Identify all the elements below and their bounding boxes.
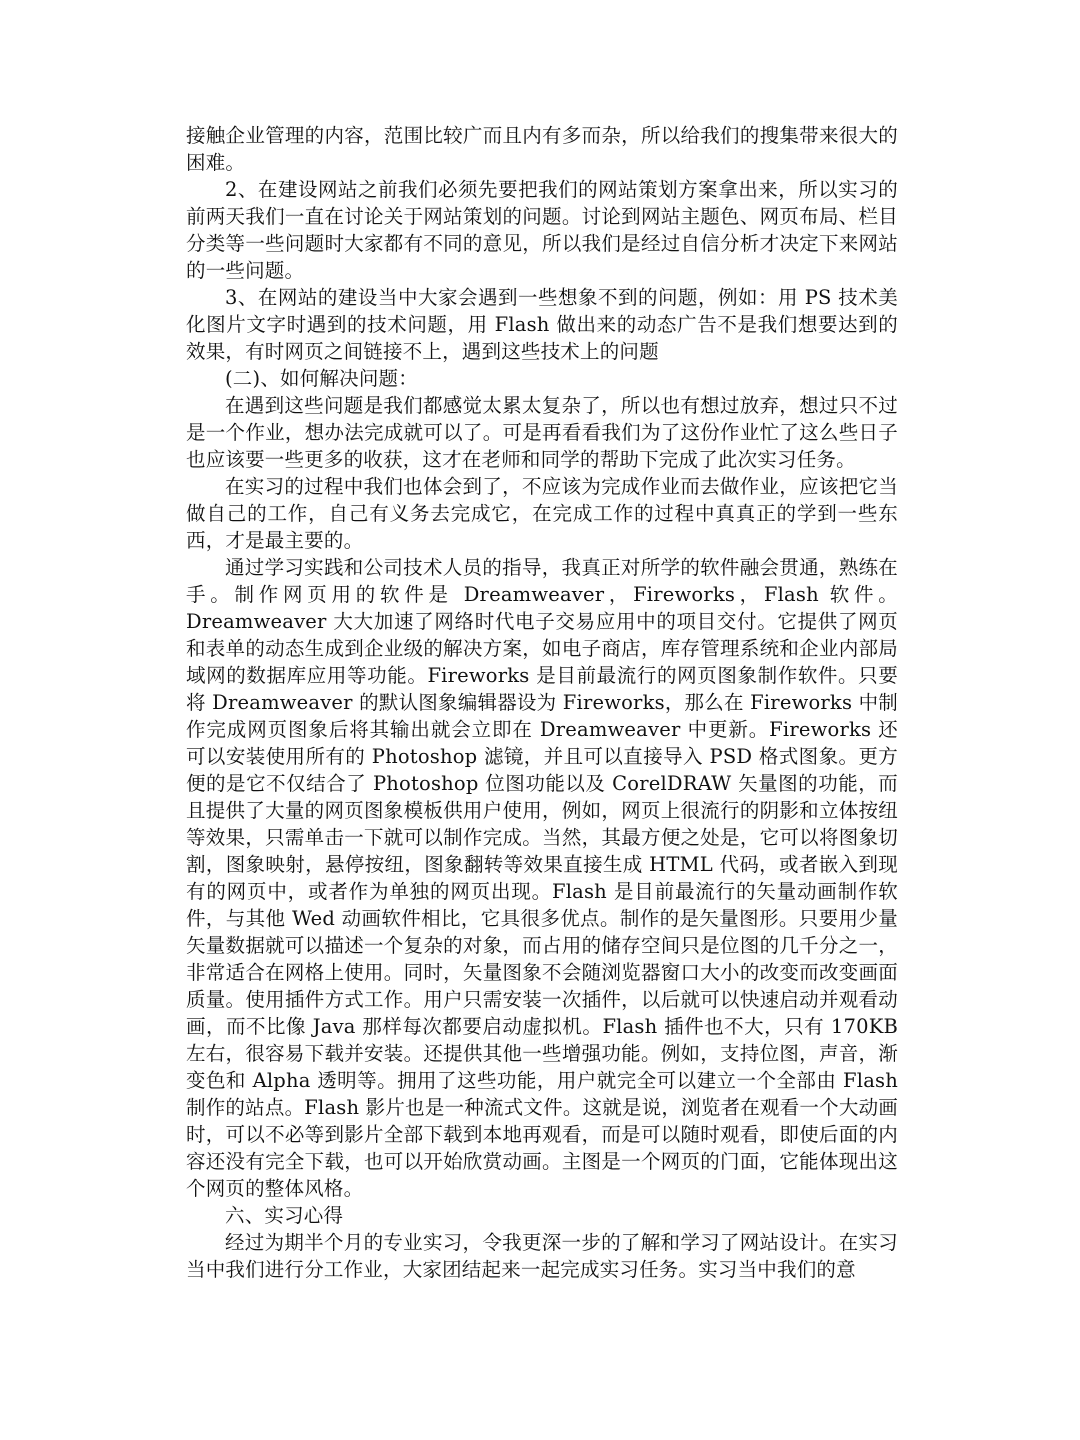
paragraph-solutions-1: 在遇到这些问题是我们都感觉太累太复杂了，所以也有想过放弃，想过只不过是一个作业，想办法完成就可以了。可是再看看我们为了这份作业忙了这么些日子也应该要一些更多的收获，这才在老师和同学的帮助下完成了此次实习任务。 — [186, 394, 898, 471]
paragraph-software: 通过学习实践和公司技术人员的指导，我真正对所学的软件融会贯通，熟练在手。制作网页用的软件是 Dreamweaver，Fireworks，Flash 软件。Dreamweaver 大大加速了网络时代电子交易应用中的项目交付。它提供了网页和表单的动态生成到企业级的解决方案，如电子商店，库存管理系统和企业内部局域网的数据库应用等功能。Fireworks 是目前最流行的网页图象制作软件。只要将 Dreamweaver 的默认图象编辑器设为 Fireworks，那么在 Fireworks 中制作完成网页图象后将其输出就会立即在 Dreamweaver 中更新。Fireworks 还可以安装使用所有的 Photoshop 滤镜，并且可以直接导入 PSD 格式图象。更方便的是它不仅结合了 Photoshop 位图功能以及 CorelDRAW 矢量图的功能，而且提供了大量的网页图象模板供用户使用，例如，网页上很流行的阴影和立体按纽等效果，只需单击一下就可以制作完成。当然，其最方便之处是，它可以将图象切割，图象映射，悬停按纽，图象翻转等效果直接生成 HTML 代码，或者嵌入到现有的网页中，或者作为单独的网页出现。Flash 是目前最流行的矢量动画制作软件，与其他 Wed 动画软件相比，它具很多优点。制作的是矢量图形。只要用少量矢量数据就可以描述一个复杂的对象，而占用的储存空间只是位图的几千分之一，非常适合在网格上使用。同时，矢量图象不会随浏览器窗口大小的改变而改变画面质量。使用插件方式工作。用户只需安装一次插件，以后就可以快速启动并观看动画，而不比像 Java 那样每次都要启动虚拟机。Flash 插件也不大，只有 170KB 左右，很容易下载并安装。还提供其他一些增强功能。例如，支持位图，声音，渐变色和 Alpha 透明等。拥用了这些功能，用户就完全可以建立一个全部由 Flash 制作的站点。Flash 影片也是一种流式文件。这就是说，浏览者在观看一个大动画时，可以不必等到影片全部下载到本地再观看，而是可以随时观看，即使后面的内容还没有完全下载，也可以开始欣赏动画。主图是一个网页的门面，它能体现出这个网页的整体风格。 — [186, 556, 898, 1200]
paragraph-point-3: 3、在网站的建设当中大家会遇到一些想象不到的问题，例如：用 PS 技术美化图片文字时遇到的技术问题，用 Flash 做出来的动态广告不是我们想要达到的效果，有时网页之间链接不上，遇到这些技术上的问题 — [186, 286, 898, 363]
section-heading-reflection: 六、实习心得 — [225, 1204, 344, 1227]
paragraph-reflection: 经过为期半个月的专业实习，令我更深一步的了解和学习了网站设计。在实习当中我们进行分工作业，大家团结起来一起完成实习任务。实习当中我们的意 — [186, 1231, 898, 1281]
section-heading-solutions: (二)、如何解决问题： — [225, 367, 418, 390]
paragraph-solutions-2: 在实习的过程中我们也体会到了，不应该为完成作业而去做作业，应该把它当做自己的工作，自己有义务去完成它，在完成工作的过程中真真正的学到一些东西，才是最主要的。 — [186, 475, 898, 552]
paragraph-continued-intro: 接触企业管理的内容，范围比较广而且内有多而杂，所以给我们的搜集带来很大的困难。 — [186, 124, 898, 174]
document-page — [186, 122, 898, 1283]
paragraph-point-2: 2、在建设网站之前我们必须先要把我们的网站策划方案拿出来，所以实习的前两天我们一直在讨论关于网站策划的问题。讨论到网站主题色、网页布局、栏目分类等一些问题时大家都有不同的意见，所以我们是经过自信分析才决定下来网站的一些问题。 — [186, 178, 898, 282]
